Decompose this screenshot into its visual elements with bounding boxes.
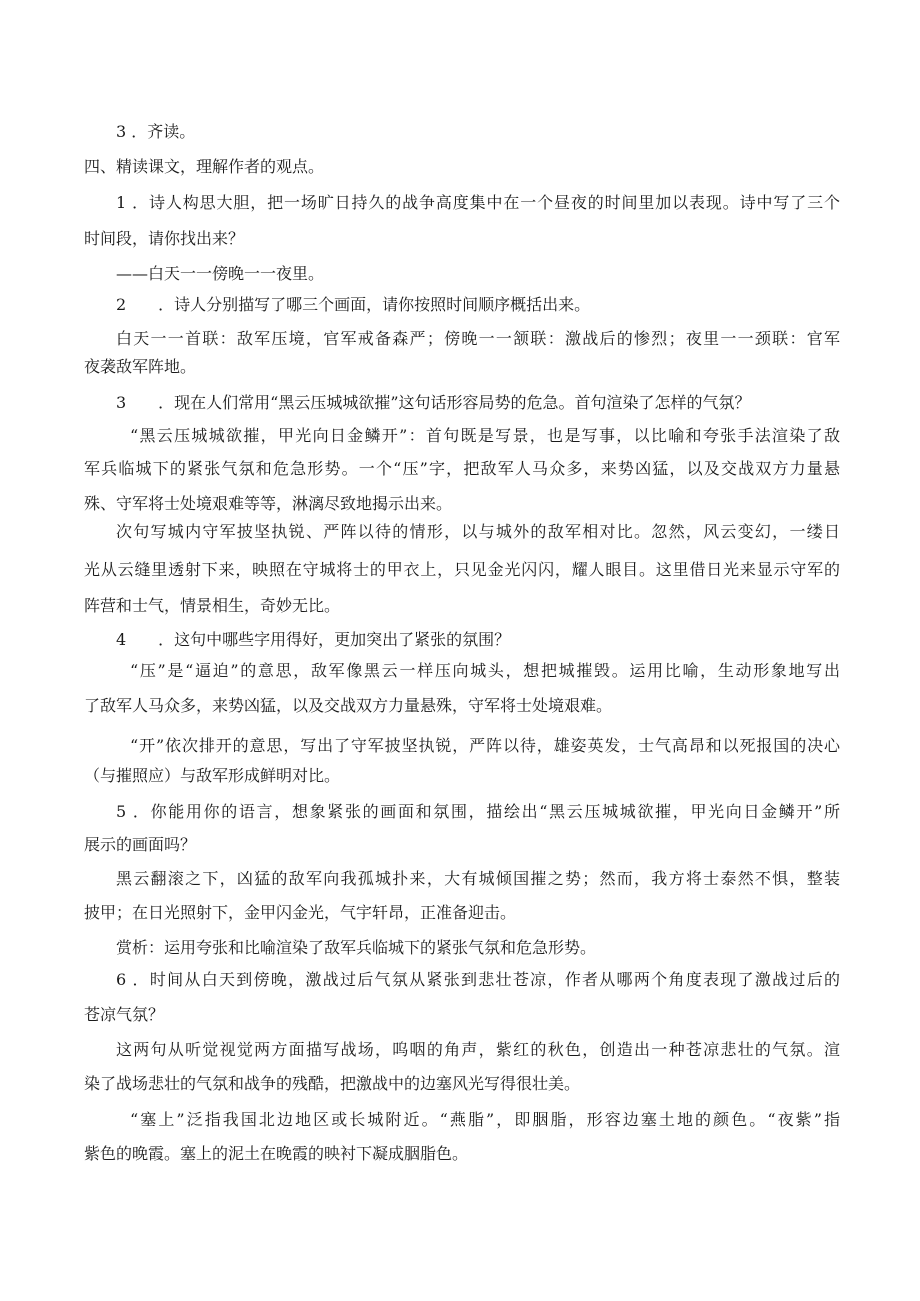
text-line: 3 ．齐读。 [116,122,196,141]
appreciation-line: 赏析：运用夸张和比喻渲染了敌军兵临城下的紧张气氛和危急形势。 [116,938,597,957]
text-line: 军兵临城下的紧张气氛和危急形势。一个“压”字，把敌军人马众多，来势凶猛，以及交战双方力量悬 [84,459,840,478]
text-line: 时间段，请你找出来？ [84,229,245,248]
text-line: 殊、守军将士处境艰难等等，淋漓尽致地揭示出来。 [84,494,453,513]
question-line: 3 ．现在人们常用“黑云压城城欲摧”这句话形容局势的危急。首句渲染了怎样的气氛？ [116,393,751,412]
question-line: 6 ．时间从白天到傍晚，激战过后气氛从紧张到悲壮苍凉，作者从哪两个角度表现了激战过后的 [116,970,840,989]
answer-line: ——白天一一傍晚一一夜里。 [116,264,325,283]
question-line: 1 ．诗人构思大胆，把一场旷日持久的战争高度集中在一个昼夜的时间里加以表现。诗中写了三个 [116,193,840,212]
text-line: 光从云缝里透射下来，映照在守城将士的甲衣上，只见金光闪闪，耀人眼目。这里借日光来显示守军的 [84,560,840,579]
text-line: 夜袭敌军阵地。 [84,357,197,376]
answer-line: 这两句从听觉视觉两方面描写战场，呜咽的角声，紫红的秋色，创造出一种苍凉悲壮的气氛。渲 [116,1040,840,1059]
text-line: “塞上”泛指我国北边地区或长城附近。“燕脂”，即胭脂，形容边塞土地的颜色。“夜紫”指 [130,1110,840,1129]
text-line: 展示的画面吗？ [84,835,197,854]
answer-line: 白天一一首联：敌军压境，官军戒备森严；傍晚一一颔联：激战后的惨烈；夜里一一颈联：官军 [116,329,840,348]
answer-line: 黑云翻滚之下，凶猛的敌军向我孤城扑来，大有城倾国摧之势；然而，我方将士泰然不惧，整装 [116,869,840,888]
question-line: 4 ．这句中哪些字用得好，更加突出了紧张的氛围？ [116,630,511,649]
text-line: 苍凉气氛？ [84,1005,165,1024]
text-line: 紫色的晚霞。塞上的泥土在晚霞的映衬下凝成胭脂色。 [84,1144,469,1163]
question-line: 2 ．诗人分别描写了哪三个画面，请你按照时间顺序概括出来。 [116,295,591,314]
text-line: 阵营和士气，情景相生，奇妙无比。 [84,596,341,615]
text-line: （与摧照应）与敌军形成鲜明对比。 [84,766,341,785]
answer-line: “开”依次排开的意思，写出了守军披坚执锐，严阵以待，雄姿英发，士气高昂和以死报国的决心 [130,736,840,755]
answer-line: “黑云压城城欲摧，甲光向日金鳞开”：首句既是写景，也是写事，以比喻和夸张手法渲染了敌 [130,426,840,445]
text-line: 次句写城内守军披坚执锐、严阵以待的情形，以与城外的敌军相对比。忽然，风云变幻，一缕日 [116,522,840,541]
text-line: 了敌军人马众多，来势凶猛，以及交战双方力量悬殊，守军将士处境艰难。 [84,696,613,715]
question-line: 5 ．你能用你的语言，想象紧张的画面和氛围，描绘出“黑云压城城欲摧，甲光向日金鳞开”所 [116,802,840,821]
answer-line: “压”是“逼迫”的意思，敌军像黑云一样压向城头，想把城摧毁。运用比喻，生动形象地写出 [130,661,840,680]
text-line: 染了战场悲壮的气氛和战争的残酷，把激战中的边塞风光写得很壮美。 [84,1074,581,1093]
section-heading: 四、精读课文，理解作者的观点。 [84,157,325,176]
text-line: 披甲；在日光照射下，金甲闪金光，气宇轩昂，正准备迎击。 [84,903,517,922]
